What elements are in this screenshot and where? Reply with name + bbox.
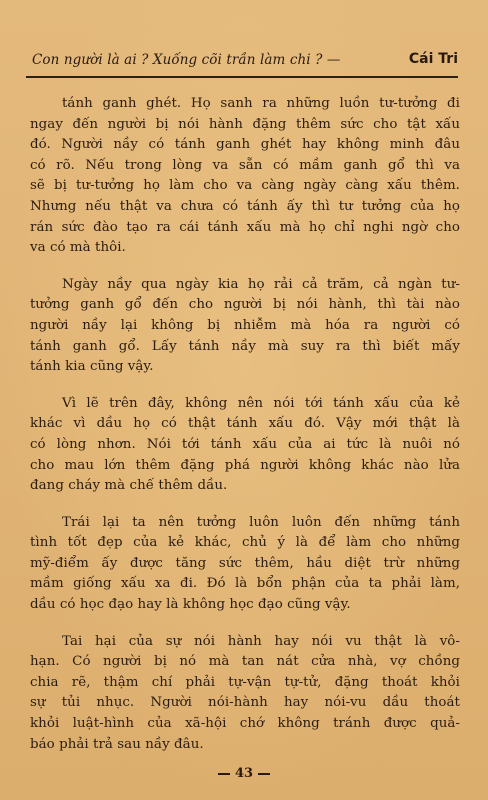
text-line: cho mau lớn thêm đặng phá người không khác nào lửa	[30, 457, 460, 473]
text-line: khác vì dầu họ có thật tánh xấu đó. Vậy mới thật là	[30, 416, 460, 432]
text-line: tình tốt đẹp của kẻ khác, chủ ý là để làm cho những	[30, 535, 460, 551]
running-header	[26, 50, 458, 76]
text-line: ngay đến người bị nói hành đặng thêm sức cho tật xấu	[30, 116, 460, 132]
header-author: Cái Tri	[408, 51, 458, 67]
text-line: Ngày nầy qua ngày kia họ rải cả trăm, cả ngàn tư-	[62, 276, 460, 292]
body-text	[30, 94, 460, 771]
text-line: va có mà thôi.	[30, 240, 126, 256]
text-line: chia rẽ, thậm chí phải tự-vận tự-tử, đặng thoát khỏi	[30, 674, 460, 690]
footer-dash-left	[218, 773, 230, 775]
text-line: sẽ bị tư-tưởng họ làm cho va càng ngày càng xấu thêm.	[30, 178, 460, 194]
text-line: người nầy lại không bị nhiễm mà hóa ra người có	[30, 317, 460, 333]
text-line: tánh ganh ghét. Họ sanh ra những luồn tư-tưởng đi	[62, 96, 460, 111]
text-line: có lòng nhơn. Nói tới tánh xấu của ai tức là nuôi nó	[30, 436, 460, 452]
page-footer	[0, 766, 488, 781]
text-line: Vì lẽ trên đây, không nên nói tới tánh xấu của kẻ	[62, 395, 460, 411]
paragraph	[30, 394, 460, 497]
text-line: báo phải trả sau nầy đâu.	[30, 736, 204, 752]
text-line: sự tủi nhục. Người nói-hành hay nói-vu dầu thoát	[30, 695, 460, 711]
paragraph	[30, 94, 460, 259]
text-line: tánh kia cũng vậy.	[30, 359, 154, 375]
text-line: khỏi luật-hình của xã-hội chớ không tránh được quả-	[30, 716, 460, 732]
paragraph	[30, 275, 460, 378]
text-line: tánh ganh gổ. Lấy tánh nầy mà suy ra thì biết mấy	[30, 338, 460, 354]
text-line: dầu có học đạo hay là không học đạo cũng vậy.	[30, 597, 351, 613]
text-line: mầm giống xấu xa đi. Đó là bổn phận của ta phải làm,	[30, 576, 460, 592]
text-line: Tai hại của sự nói hành hay nói vu thật là vô-	[62, 633, 460, 649]
text-line: đó. Người nầy có tánh ganh ghét hay không minh đâu	[30, 137, 460, 153]
text-line: đang cháy mà chế thêm dầu.	[30, 478, 228, 494]
text-line: rán sức đào tạo ra cái tánh xấu mà họ chỉ nghi ngờ cho	[30, 219, 460, 235]
paragraph	[30, 513, 460, 616]
footer-dash-right	[258, 773, 270, 775]
page-number: 43	[234, 766, 254, 781]
text-line: mỹ-điểm ấy được tăng sức thêm, hầu diệt trừ những	[30, 555, 460, 571]
header-title: Con người là ai ? Xuống cõi trần làm chi ? —	[32, 52, 341, 68]
header-rule	[26, 76, 458, 78]
text-line: Trái lại ta nên tưởng luôn luôn đến những tánh	[62, 514, 460, 530]
text-line: tưởng ganh gổ đến cho người bị nói hành, thì tài nào	[30, 297, 460, 313]
text-line: có rõ. Nếu trong lòng va sẵn có mầm ganh gổ thì va	[30, 157, 460, 173]
text-line: Nhưng nếu thật va chưa có tánh ấy thì tư tưởng của họ	[30, 198, 460, 214]
text-line: hạn. Có người bị nó mà tan nát cửa nhà, vợ chồng	[30, 654, 460, 670]
paragraph	[30, 632, 460, 756]
